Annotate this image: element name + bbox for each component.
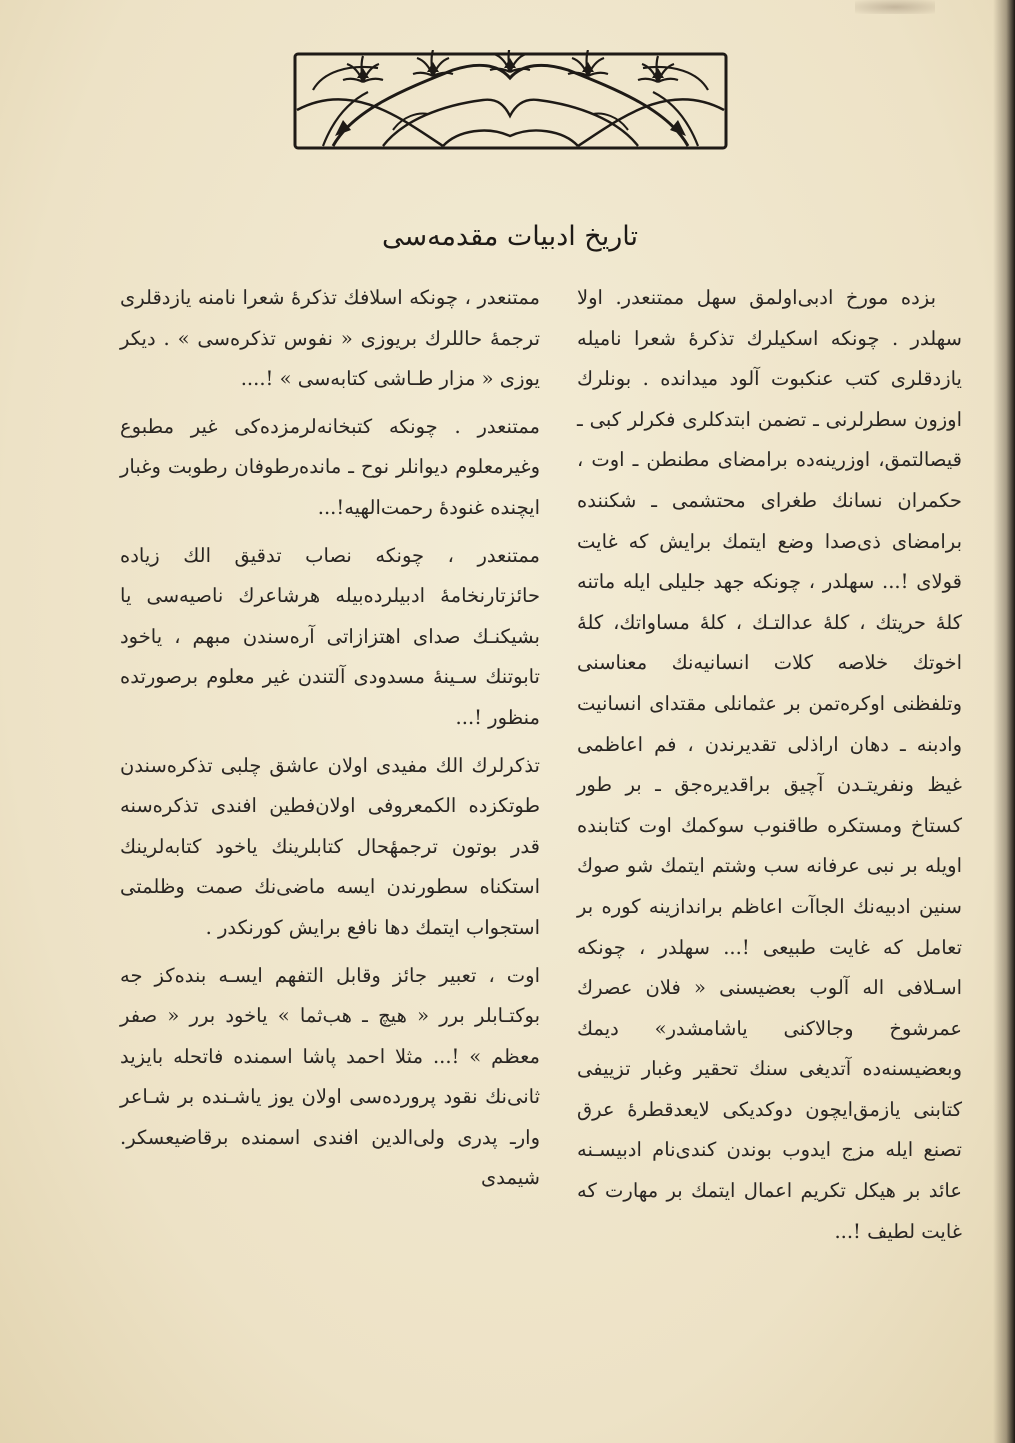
- right-text-column: [577, 278, 962, 1252]
- paragraph: اوت ، تعبیر جائز وقابل التفهم ایسـه بنده‌کز جه بوکتـابلر برر « هیچ ـ هب‌ثما » یاخود برر « صفر معظم » !... مثلا احمد پاشا اسمنده فاتحله بایزید ثانی‌نك نقود پرورده‌سی اولان یوز یاشـنده بر شـاعر وارـ پدری ولی‌الدین افندی اسمنده برقاضیعسکر. شیمدی: [120, 963, 540, 1190]
- paragraph: تذکرلرك الك مفیدی اولان عاشق چلبی تذکره‌سندن طوتکزده الكمعروفی اولان‌فطین افندی تذکره‌سنه قدر بوتون ترجمهٔحال کتابلرینك یاخود کتابه‌لرینك استکناه سطورندن ایسه ماضی‌نك صمت وظلمتی استجواب ایتمك دها نافع برایش کورنکدر .: [120, 753, 540, 939]
- paragraph: ممتنعدر ، چونکه نصاب تدقیق الك زیاده حائزتارنخامهٔ ادبیلرده‌بیله هرشاعرك ناصیه‌سی یا بشیکنـك صدای اهتزازاتی آره‌سندن مبهم ، یاخود تابوتنك سـینهٔ مسدودی آلتندن غیر معلوم برصورتده منظور !...: [120, 543, 540, 729]
- paper-stain: [855, 0, 935, 14]
- paragraph: بزده مورخ ادبی‌اولمق سهل ممتنعدر. اولا سهلدر . چونکه اسکیلرك تذکرهٔ شعرا نامیله یازدقلری کتب عنکبوت آلود میدانده . بونلرك اوزون سطرلرنی ـ تضمن ابتدکلری فکرلر کبی ـ قیصالتمق، اوزرینه‌ده برامضای مطنطن ـ اوت ، حکمران نسانك طغرای محتشمی ـ شکننده برامضای ذی‌صدا وضع ایتمك برایش که غایت قولای !... سهلدر ، چونکه جهد جلیلی ایله ماتنه کلهٔ حریتك ، کلهٔ عدالتـك ، کلهٔ مساواتك، کلهٔ اخوتك خلاصه کلات انسانیه‌نك معناسنی وتلفظنی اوکره‌تمن بر عثمانلی مقتدای انسانیت وادبنه ـ دهان اراذلی تقدیرندن ، فم اعاظمی غیظ ونفریتـدن آچیق براقدیره‌جق ـ بر طور کستاخ ومستکره طاقنوب سوکمك اوت کتابنده اویله بر نبی عرفانه سب وشتم ایتمك شو صوك سنین ادبیه‌نك الجاآت اعاظم برانداز‌ینه کوره بر تعامل که غایت طبیعی !... سهلدر ، چونکه اسـلافی اله آلوب بعضیسنی « فلان عصرك عمرشوخ وجالاکنی یاشامشدر» دیمك وبعضیسنه‌ده آتدیغی سنك تحقیر وغبار تزییفی کتابنی یازمق‌ایچون دوکدیکی لایعدقطرهٔ عرق تصنع ایله مزج ایدوب بوندن کندی‌نام ادبیسـنه عائد بر هیکل تکریم اعمال ایتمك بر مهارت که غایت لطیف !...: [577, 286, 962, 1243]
- chapter-title: تاریخ ادبیات مقدمه‌سی: [381, 221, 639, 252]
- paragraph: ممتنعدر . چونکه کتبخانه‌لرمزده‌کی غیر مطبوع وغیرمعلوم دیوانلر نوح ـ مانده‌رطوفان رطوبت وغبار ایچنده غنودهٔ رحمت‌الهیه!...: [120, 414, 540, 519]
- paragraph: ممتنعدر ، چونکه اسلافك تذکرهٔ شعرا نامنه یازدقلری ترجمهٔ حاللرك بریوزی « نفوس تذکره‌سی » . دیکر یوزی « مزار طـاشی کتابه‌سی » !....: [120, 286, 540, 391]
- art-nouveau-headpiece-ornament: [293, 50, 728, 152]
- left-text-column: [120, 278, 540, 1199]
- page-edge-shadow: [993, 0, 1015, 1443]
